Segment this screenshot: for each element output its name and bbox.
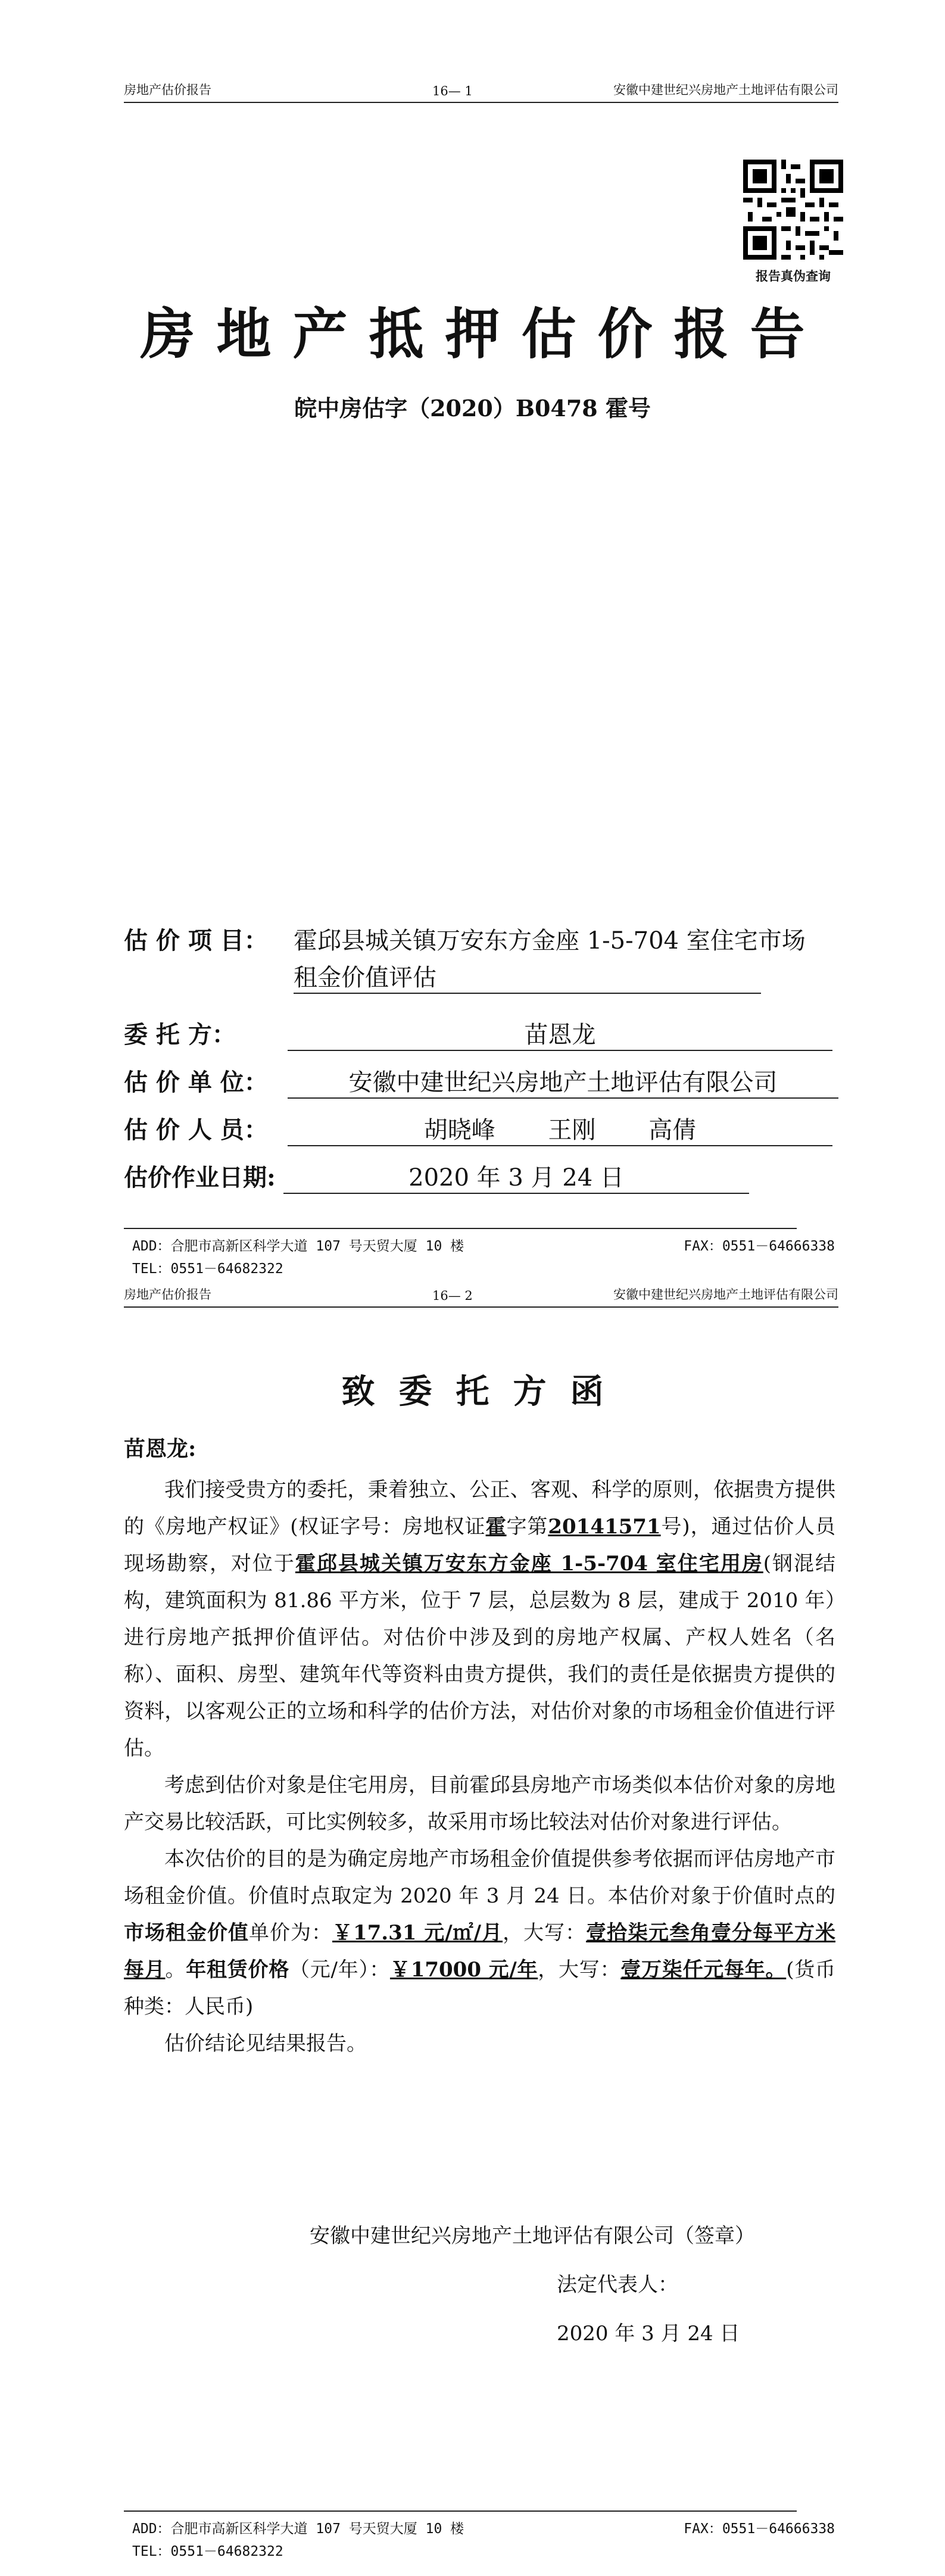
text-run: (钢混结构，建筑面积为 81.86 平方米，位于 7 层，总层数为 8 层，建成于 2010 年）进行房地产抵押价值评估。对估价中涉及到的房地产权属、产权人姓名（名称）、面积、房型、建筑年代等资料由贵方提供，我们的责任是依据贵方提供的资料，以客观公正的立场和科学的估价方法，对估价对象的市场租金价值进行评估。 [124,1552,836,1760]
header-company: 安徽中建世纪兴房地产土地评估有限公司 [613,1287,838,1302]
letter-salutation: 苗恩龙: [124,1436,197,1461]
work-date-field [124,1159,838,1192]
client-label: 委 托 方： [124,1021,236,1049]
property-location: 霍邱县城关镇万安东方金座 1-5-704 室住宅用房 [295,1552,763,1576]
footer-tel: TEL：0551－64682322 [132,1261,283,1277]
unit-rent-value-chinese: 壹拾柒元叁角壹分每平方米每月 [124,1921,836,1982]
unit-rent-value: ￥17.31 元/㎡/月 [332,1921,503,1945]
project-value-line2: 租金价值评估 [294,959,761,994]
text-run: 字第 [506,1515,548,1539]
appraisers-value [288,1111,832,1146]
text-run: 单价为： [248,1921,332,1945]
header-report-name: 房地产估价报告 [124,1287,211,1302]
text-run: 。 [165,1958,186,1982]
report-title: 房地产抵押估价报告 [140,302,827,366]
text-run: 号)，通过估价人员现场勘察，对位于 [124,1515,836,1576]
client-value: 苗恩龙 [288,1016,832,1051]
paragraph [124,1471,835,1767]
annual-rent-value: ￥17000 元/年 [389,1958,538,1982]
certificate-number: 20141571 [548,1515,661,1539]
footer-fax: FAX：0551－64666338 [684,1239,835,1254]
text-run: 年租赁价格 [186,1958,289,1982]
qr-caption: 报告真伪查询 [756,269,831,283]
appraiser-name: 胡晓峰 [423,1117,495,1144]
appraiser-name: 王刚 [548,1117,596,1144]
appraiser-name: 高倩 [648,1117,697,1144]
page-header [124,1283,838,1308]
paragraph [124,1841,835,2025]
unit-value: 安徽中建世纪兴房地产土地评估有限公司 [288,1064,838,1099]
header-page-number: 16— 1 [432,84,473,98]
client-field [124,1016,838,1049]
signature-company: 安徽中建世纪兴房地产土地评估有限公司（签章） [310,2224,755,2248]
page-footer [132,2518,835,2563]
footer-tel: TEL：0551－64682322 [132,2544,283,2559]
footer-divider [124,2510,797,2512]
letter-title: 致委托方函 [341,1372,628,1411]
project-field [124,922,838,1011]
appraisal-unit-field [124,1064,838,1097]
cover-page [0,0,945,1282]
header-page-number: 16— 2 [432,1289,473,1303]
letter-page [0,1282,945,2576]
text-run: 本次估价的目的是为确定房地产市场租金价值提供参考依据而评估房地产市场租金价值。价值时点取定为 2020 年 3 月 24 日。本估价对象于价值时点的 [124,1847,835,1908]
paragraph: 考虑到估价对象是住宅用房，目前霍邱县房地产市场类似本估价对象的房地产交易比较活跃，可比实例较多，故采用市场比较法对估价对象进行评估。 [124,1773,835,1834]
header-company: 安徽中建世纪兴房地产土地评估有限公司 [613,83,838,97]
footer-address: ADD：合肥市高新区科学大道 107 号天贸大厦 10 楼 [132,1239,464,1254]
signature-date: 2020 年 3 月 24 日 [557,2322,740,2346]
work-date-value: 2020 年 3 月 24 日 [283,1159,749,1194]
unit-label: 估 价 单 位： [124,1068,268,1096]
text-run: （元/年）： [289,1958,390,1982]
qr-code-icon[interactable] [743,160,843,260]
paragraph: 估价结论见结果报告。 [164,2032,367,2056]
footer-fax: FAX：0551－64666338 [684,2521,835,2537]
text-run: ，大写： [503,1921,587,1945]
annual-rent-value-chinese: 壹万柒仟元每年。 [620,1958,787,1982]
project-value-line1: 霍邱县城关镇万安东方金座 1-5-704 室住宅市场 [294,927,806,955]
appraisers-field [124,1111,838,1144]
text-run: (货币种类：人民币) [124,1958,836,2019]
letter-body [124,1471,835,2062]
footer-divider [124,1228,797,1229]
legal-representative: 法定代表人： [557,2273,678,2297]
project-label: 估 价 项 目： [124,927,268,955]
text-run: 我们接受贵方的委托，秉着独立、公正、客观、科学的原则，依据贵方提供的《房地产权证》(权证字号：房地权证 [124,1478,835,1539]
appraisers-label: 估 价 人 员： [124,1116,268,1144]
footer-address: ADD：合肥市高新区科学大道 107 号天贸大厦 10 楼 [132,2521,464,2537]
text-run: 市场租金价值 [124,1921,249,1945]
header-report-name: 房地产估价报告 [124,83,211,97]
page-header [124,78,838,103]
certificate-prefix: 霍 [485,1515,507,1539]
report-number: 皖中房估字（2020）B0478 霍号 [294,395,651,422]
page-footer [132,1235,835,1280]
text-run: ，大写： [538,1958,621,1982]
work-date-label: 估价作业日期: [124,1164,276,1192]
